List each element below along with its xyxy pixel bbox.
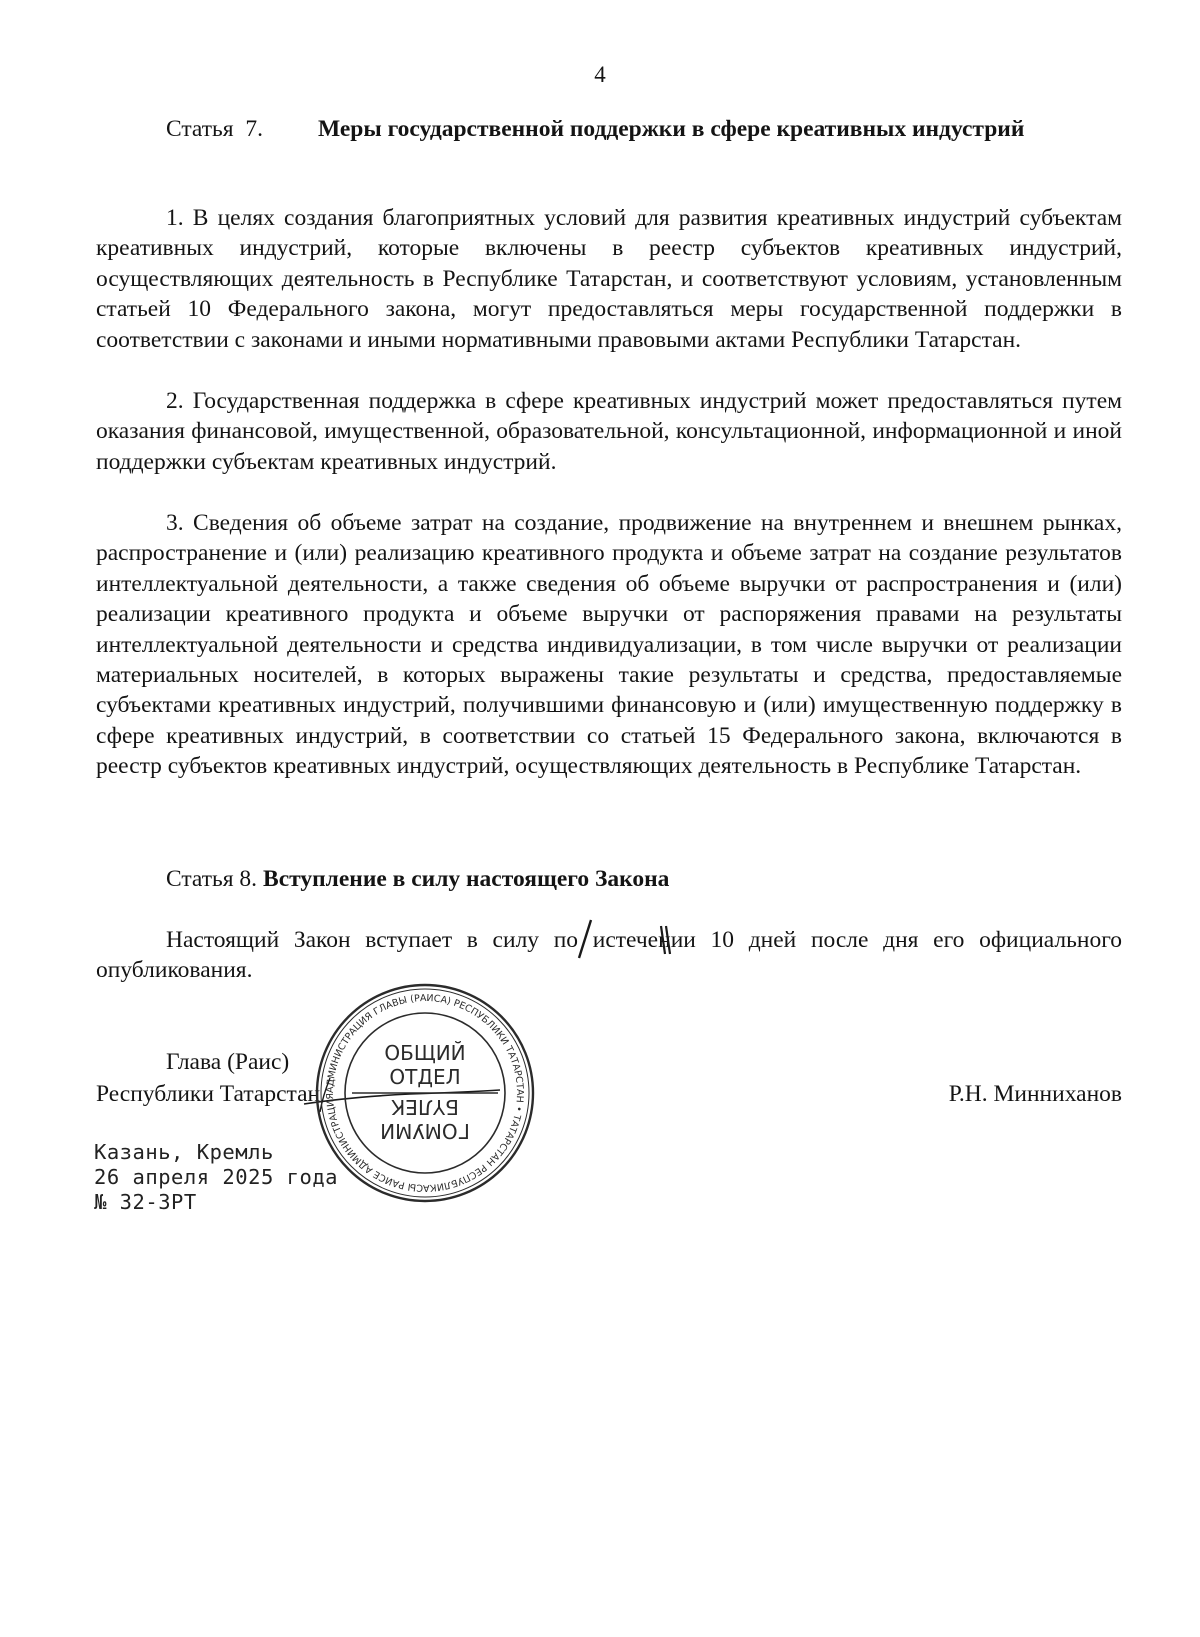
signatory-name: Р.Н. Минниханов xyxy=(948,1081,1122,1107)
page-number: 4 xyxy=(594,62,606,87)
official-seal xyxy=(312,980,538,1206)
article-8-number: Статья 8. xyxy=(166,866,258,892)
signatory-position xyxy=(96,1046,320,1110)
article-7-paragraph-3: 3. Сведения об объеме затрат на создание, продвижение на внутреннем и внешнем рынках, распространение и (или) реализацию креативного продукта и объеме затрат на создание результатов интеллектуальной деятельности, а также сведения об объеме выручки от распространения и (или) реализации креативного продукта и объеме выручки от распоряжения правами на результаты интеллектуальной деятельности и средства индивидуализации, в том числе выручки от реализации материальных носителей, в которых выражены такие результаты и средства, предоставляемые субъектами креативных индустрий, получившими финансовую и (или) имущественную поддержку в сфере креативных индустрий, в соответствии со статьей 15 Федерального закона, включаются в реестр субъектов креативных индустрий, осуществляющих деятельность в Республике Татарстан. xyxy=(96,510,1122,780)
article-7-heading xyxy=(166,114,1122,145)
seal-center-top-line-1: ОБЩИЙ xyxy=(384,1041,466,1065)
place-and-date xyxy=(94,1140,338,1215)
article-7-paragraph-1: 1. В целях создания благоприятных условий для развития креативных индустрий субъектам креативных индустрий, которые включены в реестр субъектов креативных индустрий, осуществляющих деятельность в Республике Татарстан, и соответствуют условиям, установленным статьей 10 Федерального закона, могут предоставляться меры государственной поддержки в соответствии с законами и иными нормативными правовыми актами Республики Татарстан. xyxy=(96,205,1122,353)
seal-ring-text: АДМИНИСТРАЦИЯ ГЛАВЫ (РАИСА) РЕСПУБЛИКИ ТАТАРСТАН • ТАТАРСТАН РЕСПУБЛИКАСЫ РАИСЕ АДМИНИСТРАЦИЯ xyxy=(324,992,526,1194)
article-7-paragraph-2: 2. Государственная поддержка в сфере креативных индустрий может предоставляться путем оказания финансовой, имущественной, образовательной, консультационной, информационной и иной поддержки субъектам креативных индустрий. xyxy=(96,388,1122,475)
article-7-title: Меры государственной поддержки в сфере креативных индустрий xyxy=(318,116,1025,142)
signatory-position-line-2: Республики Татарстан xyxy=(96,1081,321,1107)
signatory-position-line-1: Глава (Раис) xyxy=(166,1049,290,1075)
seal-center-bottom-line-1: ГОМУМИ xyxy=(380,1119,470,1143)
article-8-title: Вступление в силу настоящего Закона xyxy=(263,866,670,892)
article-7-number: Статья 7. xyxy=(166,116,264,142)
date: 26 апреля 2025 года xyxy=(94,1165,338,1189)
law-number: № 32-ЗРТ xyxy=(94,1190,197,1214)
article-8-heading xyxy=(166,864,1122,895)
article-8-paragraph: Настоящий Закон вступает в силу по истечении 10 дней после дня его официального опубликования. xyxy=(96,927,1122,984)
seal-center-bottom-line-2: БҮЛЕК xyxy=(391,1095,459,1119)
place: Казань, Кремль xyxy=(94,1140,274,1164)
seal-center-top-line-2: ОТДЕЛ xyxy=(389,1065,461,1089)
